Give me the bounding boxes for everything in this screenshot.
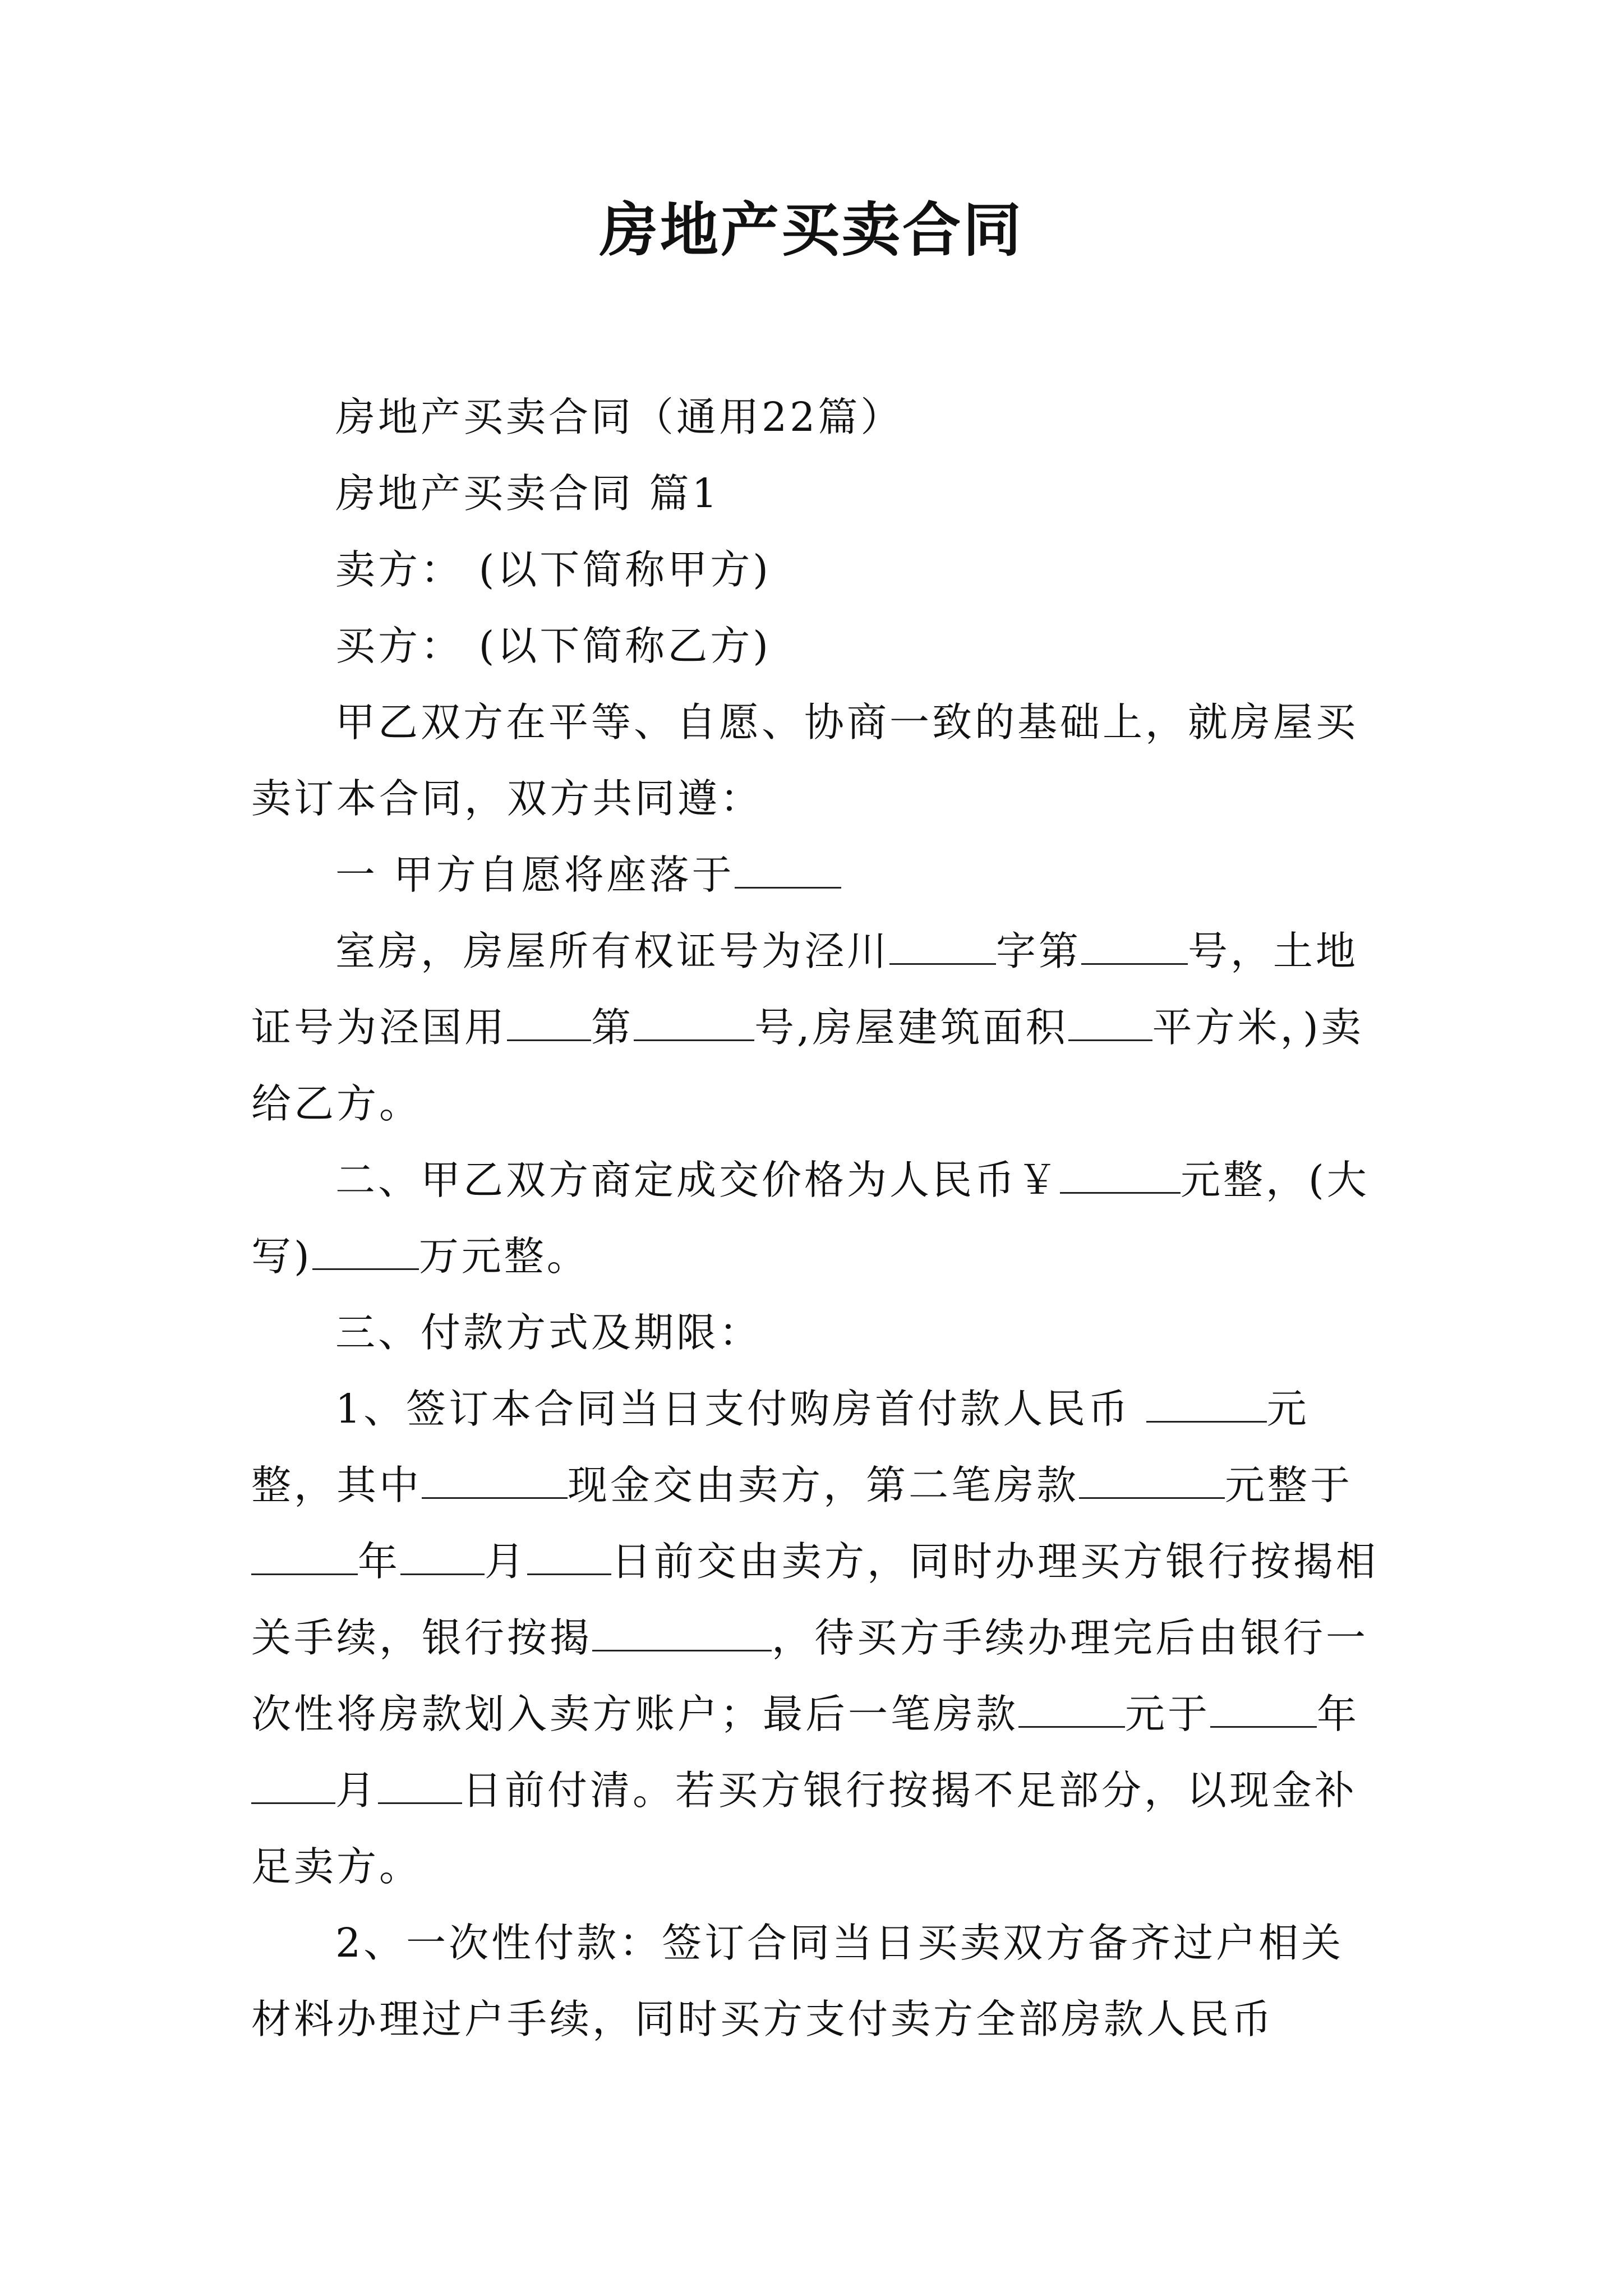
- text: 买方： (以下简称乙方): [335, 623, 771, 669]
- text: 号,房屋建筑面积: [754, 1004, 1068, 1051]
- text: 元整于: [1225, 1462, 1353, 1508]
- blank-field: [312, 1234, 419, 1270]
- text: 月: [485, 1538, 528, 1585]
- text: 月: [335, 1767, 379, 1814]
- text: 卖方： (以下简称甲方): [335, 546, 771, 593]
- blank-field: [422, 1462, 568, 1499]
- document-body: [251, 379, 1384, 2058]
- blank-field: [251, 1539, 358, 1575]
- paragraph-section-heading: [251, 455, 1384, 532]
- paragraph-preamble: [251, 684, 1384, 837]
- text: 甲乙双方在平等、自愿、协商一致的基础上，就房屋买卖订本合同，双方共同遵：: [251, 699, 1359, 822]
- blank-field: [889, 928, 996, 965]
- text: 室房，房屋所有权证号为泾川: [335, 928, 890, 974]
- paragraph-buyer: [251, 608, 1384, 684]
- text: 年: [358, 1538, 401, 1585]
- blank-field: [1018, 1691, 1125, 1728]
- blank-field: [251, 1768, 335, 1804]
- blank-field: [400, 1539, 485, 1575]
- blank-field: [735, 852, 841, 889]
- blank-field: [634, 1005, 754, 1041]
- paragraph-seller: [251, 532, 1384, 608]
- paragraph-clause-3: [251, 1295, 1384, 1371]
- text: 元于: [1125, 1691, 1211, 1737]
- paragraph-clause-1: [251, 837, 1384, 913]
- text: 房地产买卖合同 篇1: [335, 470, 720, 517]
- blank-field: [592, 1615, 772, 1651]
- blank-field: [527, 1539, 611, 1575]
- text: 日前付清。若买方银行按揭不足部分，以现金补足卖方。: [251, 1767, 1358, 1890]
- blank-field: [378, 1768, 462, 1804]
- paragraph-clause-2: [251, 1142, 1384, 1295]
- text: 字第: [996, 928, 1082, 974]
- blank-field: [507, 1005, 591, 1041]
- text: 年: [1317, 1691, 1360, 1737]
- text: 元整，其中: [251, 1386, 1310, 1508]
- text: 日前交由卖方，同时办理买方银行按揭相关手续，银行按揭: [251, 1538, 1379, 1661]
- text: 三、付款方式及期限：: [335, 1309, 762, 1356]
- paragraph-lump-sum-payment: [251, 1905, 1384, 2058]
- text: 元整，(大写): [251, 1157, 1370, 1280]
- text: ，待买方手续办理完后由银行一次性将房款划入卖方账户；最后一笔房款: [251, 1614, 1369, 1737]
- blank-field: [1079, 1462, 1225, 1499]
- text: 第: [591, 1004, 634, 1051]
- text: 一 甲方自愿将座落于: [335, 852, 735, 898]
- paragraph-subtitle: [251, 379, 1384, 455]
- blank-field: [1060, 1157, 1181, 1194]
- text: 现金交由卖方，第二笔房款: [568, 1462, 1080, 1508]
- paragraph-installment-payment: [251, 1371, 1384, 1905]
- text: 号，土地证号为泾国用: [251, 928, 1359, 1051]
- blank-field: [1210, 1691, 1317, 1728]
- text: 二、甲乙双方商定成交价格为人民币￥: [335, 1157, 1061, 1203]
- blank-field: [1068, 1005, 1152, 1041]
- text: 2、一次性付款：签订合同当日买卖双方备齐过户相关材料办理过户手续，同时买方支付卖方全部房款人民币: [251, 1920, 1344, 2042]
- document-title: 房地产买卖合同: [599, 195, 1023, 264]
- text: 万元整。: [418, 1233, 589, 1280]
- text: 房地产买卖合同（通用22篇）: [335, 394, 903, 440]
- text: 1、签订本合同当日支付购房首付款人民币: [335, 1386, 1146, 1432]
- blank-field: [1146, 1386, 1267, 1423]
- text: 平方米，)卖给乙方。: [251, 1004, 1364, 1127]
- paragraph-property-details: [251, 913, 1384, 1142]
- blank-field: [1081, 928, 1188, 965]
